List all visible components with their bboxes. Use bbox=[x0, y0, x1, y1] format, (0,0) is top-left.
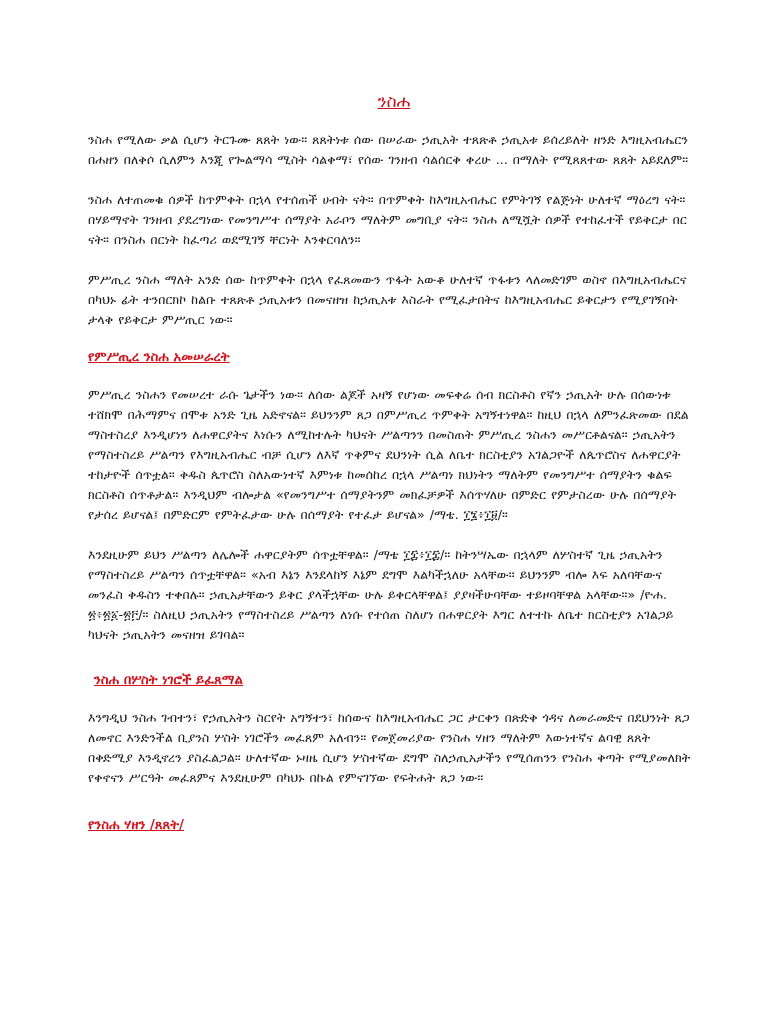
intro-paragraph-2: ንስሐ ለተጠመቁ ሰዎች ከጥምቀት በኋላ የተሰጠች ሀብት ናት። በጥምቀት ከእግዚአብሔር የምትገኝ የልጅነት ሁለተኛ ማዕረግ ናት። በሃይማኖት ገንዘብ ያደረግነው የመንግሥተ ሰማያት አራቦን ማለትም መግቢያ ናት። ንስሐ ለሚሿት ሰዎች የተከፈተች የይቅርታ በር ናት። በንስሐ በርነት ከፈጣሪ ወደሚገኝ ቸርነት እንቀርባለን። bbox=[88, 192, 687, 247]
section-heading-foundation: የምሥጢረ ንስሐ አመሠራረት bbox=[88, 350, 230, 365]
intro-paragraph-3: ምሥጢረ ንስሐ ማለት አንድ ሰው ከጥምቀት በኋላ የፈጸመውን ጥፋት አውቆ ሁለተኛ ጥፋቱን ላለመድገም ወስኖ በእግዚአብሔርና በካህኑ ፊት ተንበርክኮ ከልቡ ተጸጽቶ ኃጢአቱን በመናዘዝ ከኃጢአቱ እስራት የሚፈታበትና ከእግዚአብሔር ይቅርታን የሚያገኝበት ታላቅ የይቅርታ ምሥጢር ነው። bbox=[88, 272, 687, 327]
section1-paragraph-2: እንደዚሁም ይህን ሥልጣን ለሌሎች ሐዋርያትም ሰጥቷቸዋል። /ማቴ ፲፰፥፲፰/። ከትንሣኤው በኋላም ለሦስተኛ ጊዜ ኃጢአትን የማስተስረይ ሥልጣን ሰጥቷቸዋል። «አብ እኔን እንደላከኝ እኔም ደግሞ እልካችኋለሁ አላቸው። ይህንንም ብሎ እፍ አለባቸውና መንፈስ ቅዱስን ተቀበሉ። ኃጢአታቸውን ይቅር ያላችኋቸው ሁሉ ይቀርላቸዋል፤ ያያዛችሁባቸው ተይዞባቸዋል አላቸው።» /ዮሐ. ፳፥፳፩-፳፫/። ስለዚህ ኃጢአትን የማስተስረይ ሥልጣን ለነሱ የተሰጠ ስለሆነ በሐዋርያት እግር ለተተኩ ለቤተ ክርስቲያን አገልጋይ ካህናት ኃጢአትን መናዘዝ ይገባል። bbox=[88, 547, 674, 642]
document-title: ንስሐ bbox=[377, 92, 411, 112]
document-page bbox=[88, 92, 700, 853]
section1-paragraph-1: ምሥጢረ ንስሐን የመሠረተ ራሱ ጌታችን ነው። ለሰው ልጆች አዛኝ የሆነው መፍቀሬ ሰብ ክርስቶስ የኛን ኃጢአት ሁሉ በሰውነቱ ተሸክሞ በሕማምና በሞቱ አንድ ጊዜ አድኖናል። ይህንንም ጸጋ በምሥጢረ ጥምቀት አግኝተነዋል። ከዚህ በኋላ ለምንፈጽመው በደል ማስተስረያ እንዲሆነን ለሐዋርያትና እነሱን ለሚከተሉት ካህናት ሥልጣንን በመስጠት ምሥጢረ ንስሐን መሥርቶልናል። ኃጢአትን የማስተስረይ ሥልጣን የእግዚአብሔር ብቻ ሲሆን ለእኛ ጥቅምና ደህንነት ሲል ለቤተ ክርስቲያን አገልጋዮች ለጴጥሮስና ለሐዋርያት ተከታዮች ሰጥቷል። ቅዱስ ጴጥሮስ ስለአውነተኛ እምነቱ ከመሰከረ በኋላ ሥልጣነ ክህነትን ማለትም የመንግሥተ ሰማያትን ቁልፍ ክርስቶስ ሰጥቶታል። እንዲህም ብሎታል «የመንግሥተ ሰማያትንም መክፈቻዎች እሰጥሃለሁ በምድር የምታስረው ሁሉ በሰማያት የታሰረ ይሆናል፤ በምድርም የምትፈታው ሁሉ በሰማያት የተፈታ ይሆናል» /ማቴ. ፲፮፥፲፱/። bbox=[88, 387, 689, 522]
section2-paragraph-1: እንግዲህ ንስሐ ገብተን፣ የኃጢአትን ስርየት አግኝተን፣ ከሰውና ከእግዚአብሔር ጋር ታርቀን በጽድቅ ጎዳና ለመራመድና በደህንነት ጸጋ ለመኖር እንድንችል ቢያንስ ሦስት ነገሮችን መፈጸም አለብን። የመጀመሪያው የንስሐ ሃዘን ማለትም እውነተኛና ልባዊ ጸጸት በቅድሚያ እንዲኖረን ያስፈልጋል። ሁለተኛው ኑዛዜ ሲሆን ሦስተኛው ደግሞ ስለኃጢአታችን የሚሰጠንን የንስሐ ቅጣት የሚያመለክት የቀኖናን ሥርዓት መፈጸምና እንደዚሁም በካህኑ በኩል የምናገኘው የፍትሐት ጸጋ ነው። bbox=[88, 710, 691, 785]
section-heading-three-things: ንስሐ በሦስት ነገሮች ይፈጸማል bbox=[94, 673, 243, 688]
intro-paragraph-1: ንስሐ የሚለው ቃል ሲሆን ትርጉሙ ጸጸት ነው። ጸጸትነቱ ሰው በሠራው ኃጢአት ተጸጽቶ ኃጢአቱ ይሰረይለት ዘንድ እግዚአብሔርን በሐዘን በለቅሶ ሲለምን እንጂ የጐልማሳ ሚስት ሳልቀማ፣ የሰው ገንዘብ ሳልሰርቅ ቀረሁ ... በማለት የሚጸጸተው ጸጸት አይደለም። bbox=[88, 132, 689, 167]
section-heading-contrition: የንስሐ ሃዘን /ጸጸት/ bbox=[88, 818, 185, 833]
